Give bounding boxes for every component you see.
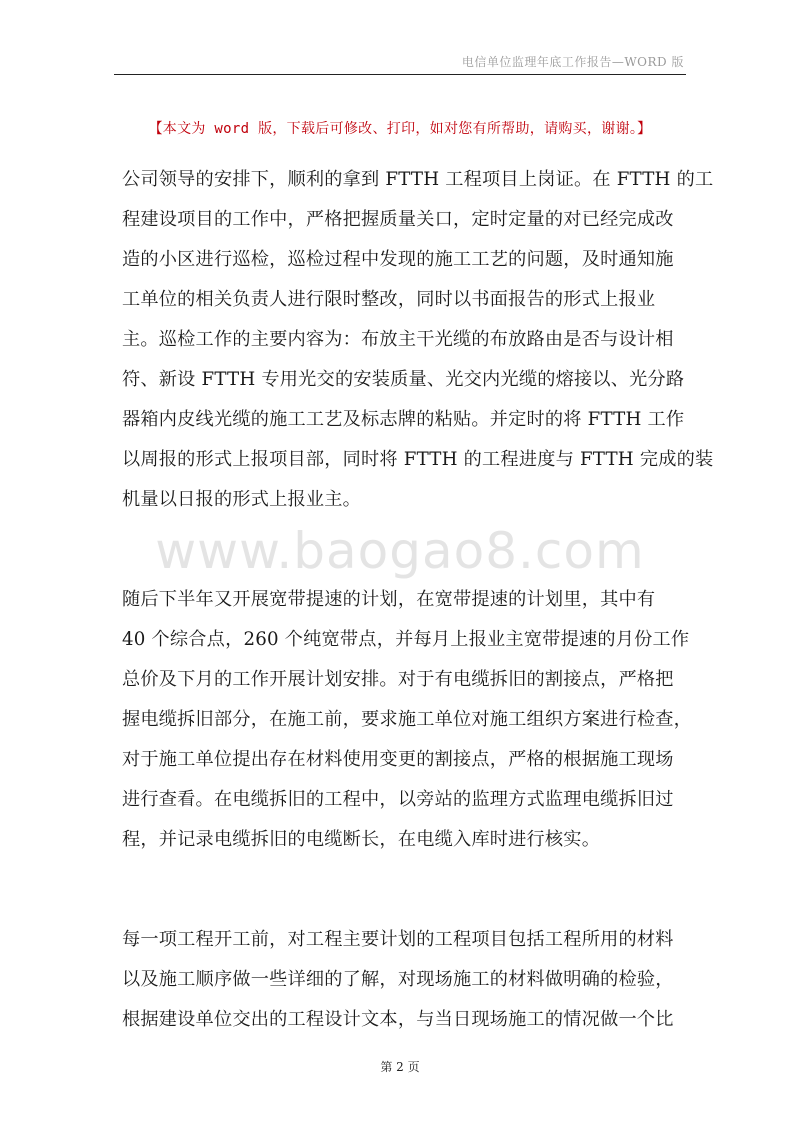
- purchase-notice: 【本文为 word 版，下载后可修改、打印，如对您有所帮助，请购买，谢谢。】: [148, 121, 652, 137]
- text-line: 随后下半年又开展宽带提速的计划，在宽带提速的计划里，其中有: [122, 589, 656, 610]
- text-line: 机量以日报的形式上报业主。: [122, 489, 362, 510]
- paragraph-3: [122, 920, 682, 1040]
- paragraph-1: [122, 160, 714, 520]
- text-line: 工单位的相关负责人进行限时整改，同时以书面报告的形式上报业: [122, 289, 656, 310]
- text-line: 对于施工单位提出存在材料使用变更的割接点，严格的根据施工现场: [122, 749, 674, 770]
- text-line: 程，并记录电缆拆旧的电缆断长，在电缆入库时进行核实。: [122, 829, 601, 850]
- text-line: 握电缆拆旧部分，在施工前，要求施工单位对施工组织方案进行检查，: [122, 709, 693, 730]
- page-number: 第 2 页: [380, 1060, 420, 1074]
- text-line: 40 个综合点，260 个纯宽带点，并每月上报业主宽带提速的月份工作: [122, 629, 690, 650]
- page-header: [114, 50, 686, 75]
- text-line: 进行查看。在电缆拆旧的工程中，以旁站的监理方式监理电缆拆旧过: [122, 789, 674, 810]
- text-line: 每一项工程开工前，对工程主要计划的工程项目包括工程所用的材料: [122, 929, 674, 950]
- paragraph-2: [122, 580, 693, 860]
- text-line: 以周报的形式上报项目部，同时将 FTTH 的工程进度与 FTTH 完成的装: [122, 449, 714, 470]
- text-line: 符、新设 FTTH 专用光交的安装质量、光交内光缆的熔接以、光分路: [122, 369, 685, 390]
- text-line: 以及施工顺序做一些详细的了解，对现场施工的材料做明确的检验，: [122, 969, 674, 990]
- text-line: 造的小区进行巡检，巡检过程中发现的施工工艺的问题，及时通知施: [122, 249, 674, 270]
- header-title: 电信单位监理年底工作报告—WORD 版: [461, 55, 684, 69]
- text-line: 总价及下月的工作开展计划安排。对于有电缆拆旧的割接点，严格把: [122, 669, 674, 690]
- text-line: 程建设项目的工作中，严格把握质量关口，定时定量的对已经完成改: [122, 209, 674, 230]
- text-line: 根据建设单位交出的工程设计文本，与当日现场施工的情况做一个比: [122, 1009, 674, 1030]
- text-line: 主。巡检工作的主要内容为：布放主干光缆的布放路由是否与设计相: [122, 329, 674, 350]
- watermark: www.baogao8.com: [155, 522, 645, 580]
- text-line: 器箱内皮线光缆的施工工艺及标志牌的粘贴。并定时的将 FTTH 工作: [122, 409, 685, 430]
- text-line: 公司领导的安排下，顺利的拿到 FTTH 工程项目上岗证。在 FTTH 的工: [122, 169, 714, 190]
